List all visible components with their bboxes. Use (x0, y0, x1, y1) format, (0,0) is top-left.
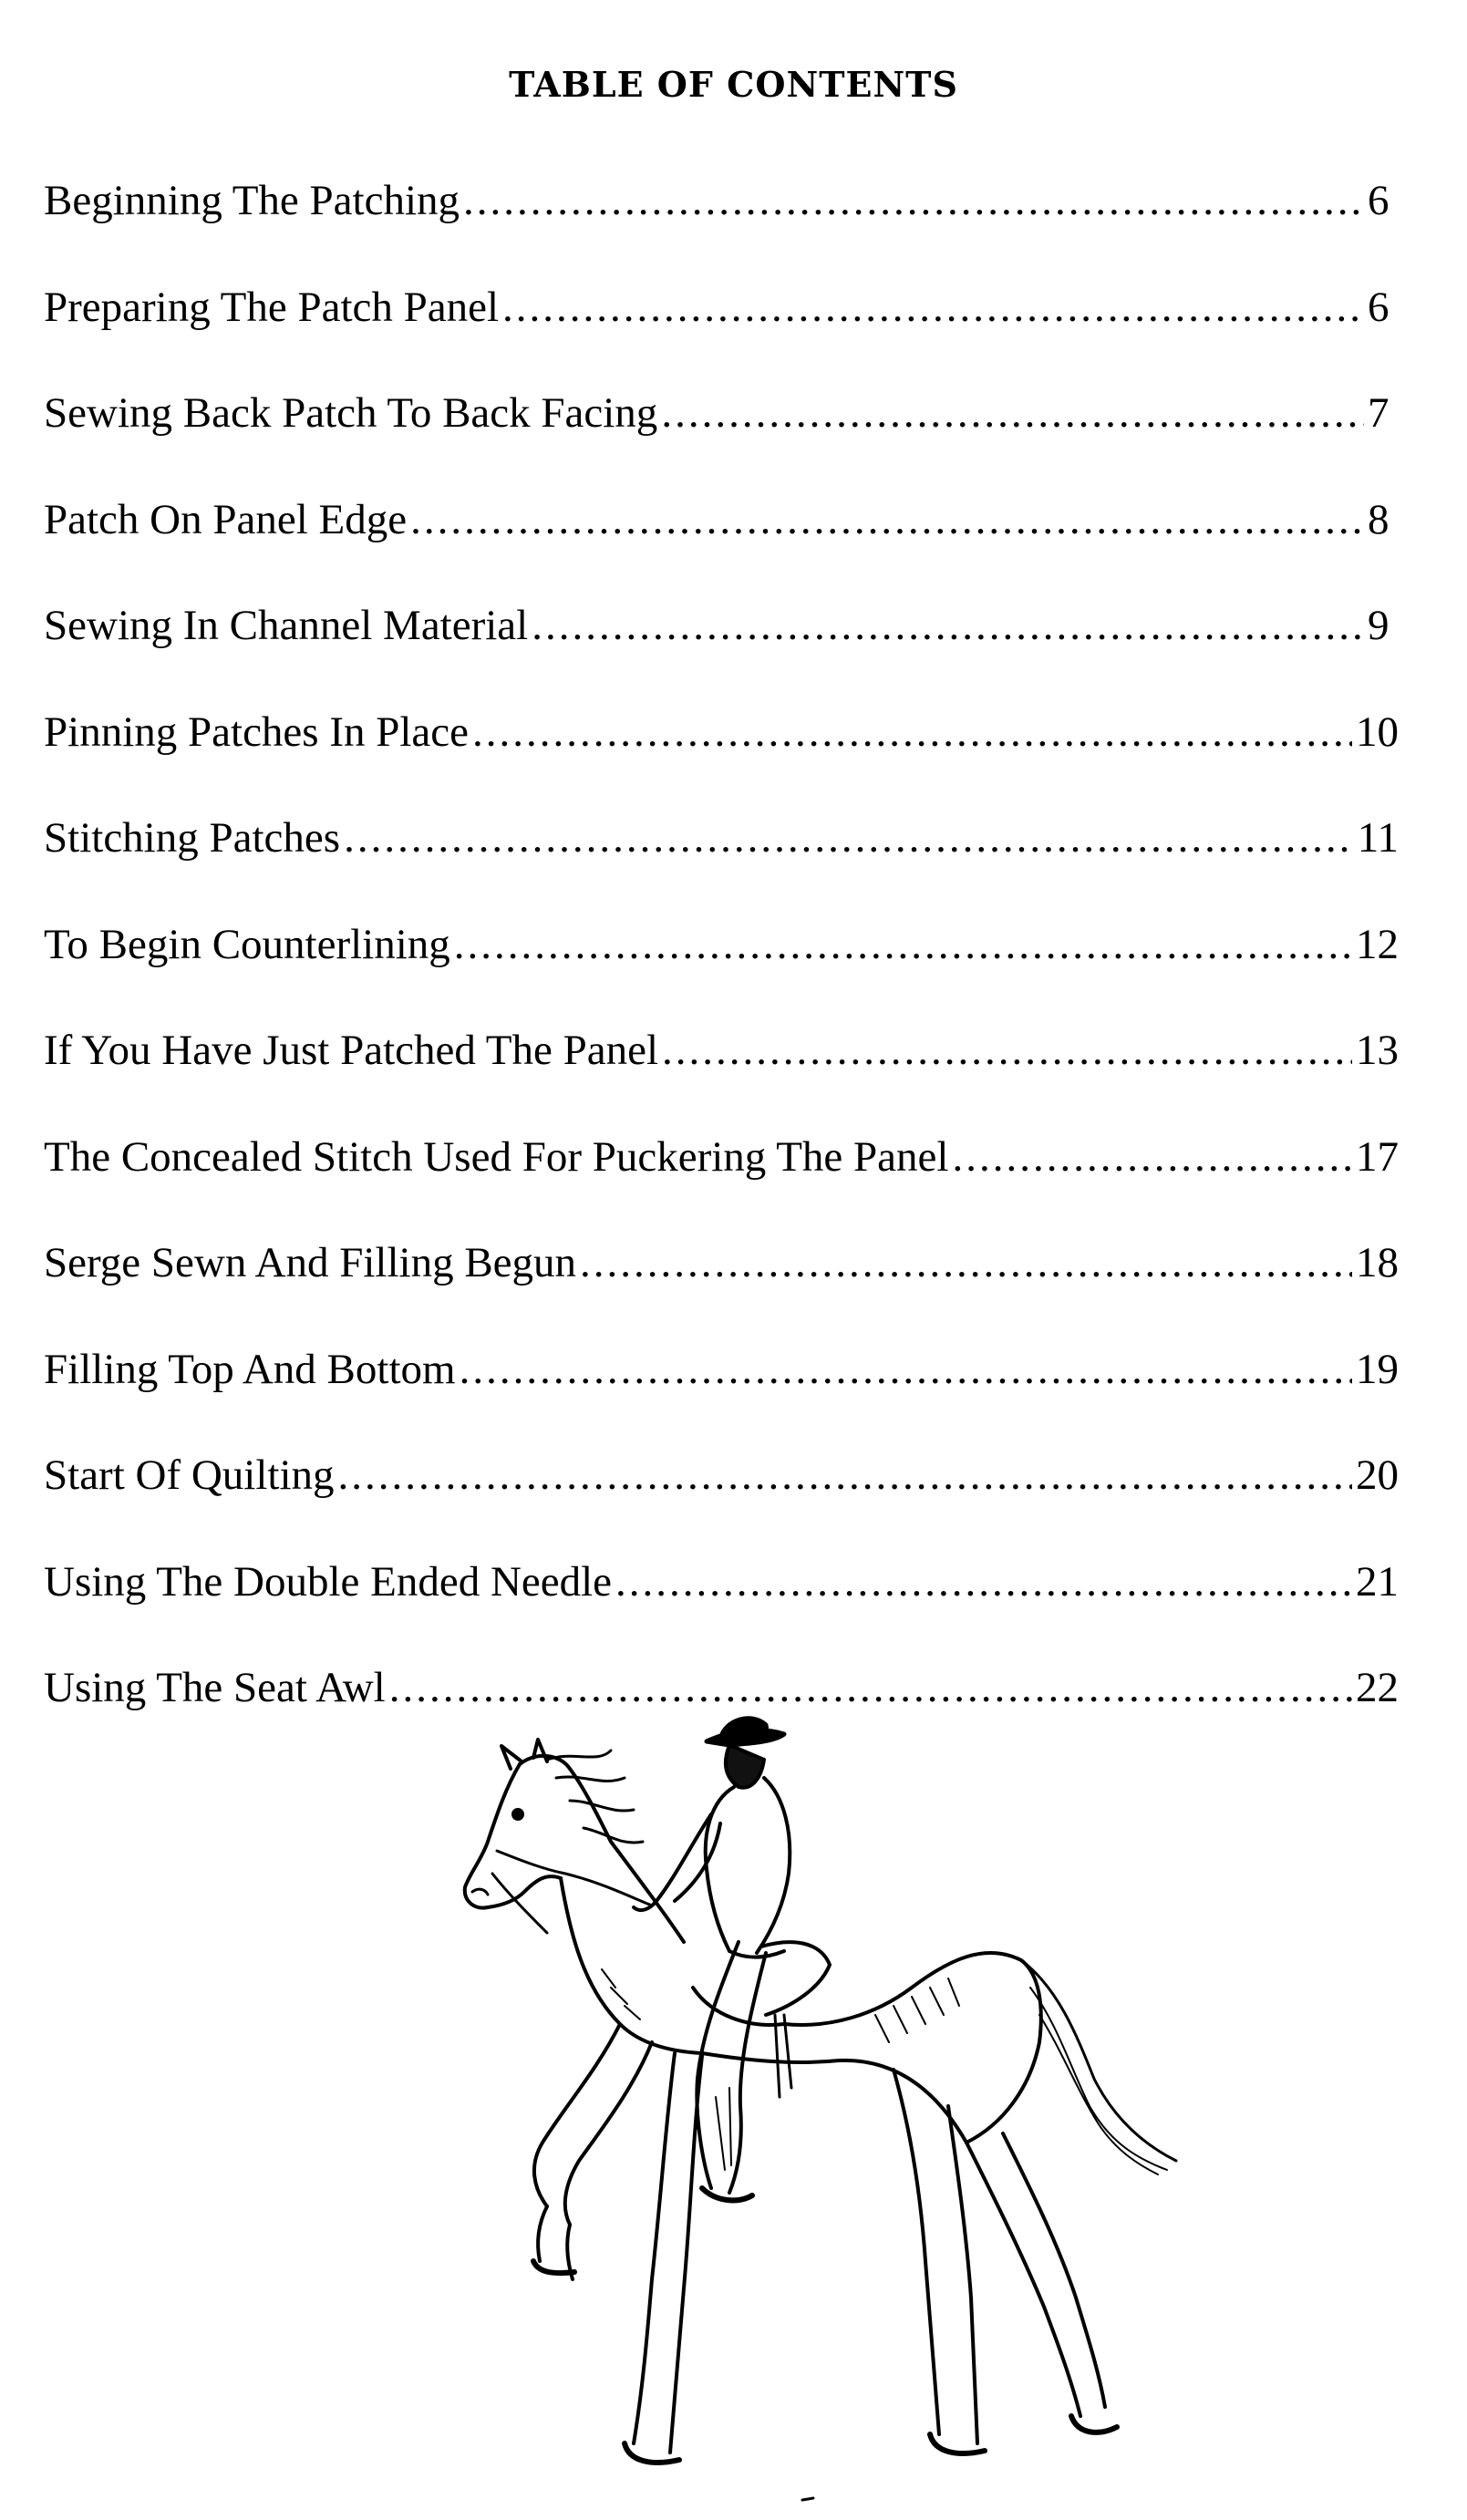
dot-leader (410, 492, 1364, 547)
toc-entry-title: To Begin Counterlining (44, 920, 450, 968)
toc-entry[interactable] (44, 1023, 1399, 1130)
dot-leader (615, 1554, 1352, 1609)
toc-entry[interactable] (44, 1554, 1399, 1661)
toc-entry[interactable] (44, 386, 1399, 492)
dot-leader (661, 386, 1364, 440)
dot-leader (463, 173, 1364, 228)
toc-entry[interactable] (44, 1130, 1399, 1236)
dot-leader (580, 1235, 1352, 1290)
toc-entry-title: Using The Seat Awl (44, 1664, 386, 1711)
dot-leader (532, 598, 1364, 653)
rider-figure-icon (634, 1745, 790, 2200)
toc-entry-title: Sewing In Channel Material (44, 602, 529, 649)
toc-entry[interactable] (44, 173, 1399, 280)
horse-and-rider-sketch-icon (401, 1714, 1222, 2507)
toc-entry-title: Using The Double Ended Needle (44, 1557, 613, 1606)
toc-entry[interactable] (44, 492, 1399, 599)
toc-entry-page: 9 (1368, 602, 1390, 649)
dot-leader (344, 811, 1354, 865)
toc-entry[interactable] (44, 598, 1399, 705)
toc-entry-page: 6 (1368, 177, 1390, 224)
dot-leader (454, 917, 1352, 972)
toc-entry[interactable] (44, 705, 1399, 811)
toc-entry-title: Preparing The Patch Panel (44, 283, 500, 331)
dot-leader (662, 1023, 1352, 1078)
toc-entry-title: Stitching Patches (44, 814, 341, 862)
toc-entry-title: Beginning The Patching (44, 177, 460, 224)
page-title: TABLE OF CONTENTS (509, 64, 958, 105)
toc-entry-title: Filling Top And Bottom (44, 1345, 456, 1393)
toc-entry[interactable] (44, 1448, 1399, 1554)
toc-entry-title: Sewing Back Patch To Back Facing (44, 389, 658, 437)
toc-entry-title: Serge Sewn And Filling Begun (44, 1239, 577, 1286)
dot-leader (502, 280, 1364, 335)
toc-entry-title: Start Of Quilting (44, 1451, 335, 1499)
toc-entry-title: Patch On Panel Edge (44, 495, 408, 543)
ground-mark (802, 2498, 813, 2500)
dot-leader (952, 1130, 1352, 1184)
dot-leader (389, 1660, 1352, 1715)
toc-entry-page: 17 (1356, 1132, 1399, 1181)
toc-entry-page: 6 (1368, 283, 1390, 331)
toc-entry-title: The Concealed Stitch Used For Puckering The Panel (44, 1132, 949, 1181)
dot-leader (472, 705, 1352, 759)
rider-hat-icon (707, 1719, 784, 1745)
horse-legs-icon (533, 2024, 1117, 2463)
toc-entry-page: 7 (1368, 389, 1390, 437)
toc-entry-page: 18 (1356, 1239, 1399, 1286)
horse-head-icon (465, 1740, 652, 1933)
toc-entry-page: 11 (1357, 814, 1399, 862)
toc-entry-title: Pinning Patches In Place (44, 707, 470, 756)
toc-entry-page: 8 (1368, 495, 1390, 543)
table-of-contents (44, 173, 1399, 1767)
toc-entry-page: 22 (1356, 1664, 1399, 1711)
toc-entry-page: 13 (1356, 1027, 1399, 1074)
toc-entry[interactable] (44, 917, 1399, 1024)
toc-entry-page: 19 (1356, 1345, 1399, 1393)
toc-entry-page: 21 (1356, 1557, 1399, 1606)
toc-entry[interactable] (44, 280, 1399, 387)
toc-entry[interactable] (44, 1235, 1399, 1342)
dot-leader (460, 1342, 1352, 1397)
toc-entry-page: 12 (1356, 920, 1399, 968)
toc-entry-page: 20 (1356, 1451, 1399, 1499)
horse-body-icon (561, 1842, 1176, 2174)
dot-leader (338, 1448, 1352, 1503)
toc-entry[interactable] (44, 811, 1399, 917)
toc-entry-title: If You Have Just Patched The Panel (44, 1027, 659, 1074)
toc-entry[interactable] (44, 1342, 1399, 1449)
toc-entry-page: 10 (1356, 707, 1399, 756)
